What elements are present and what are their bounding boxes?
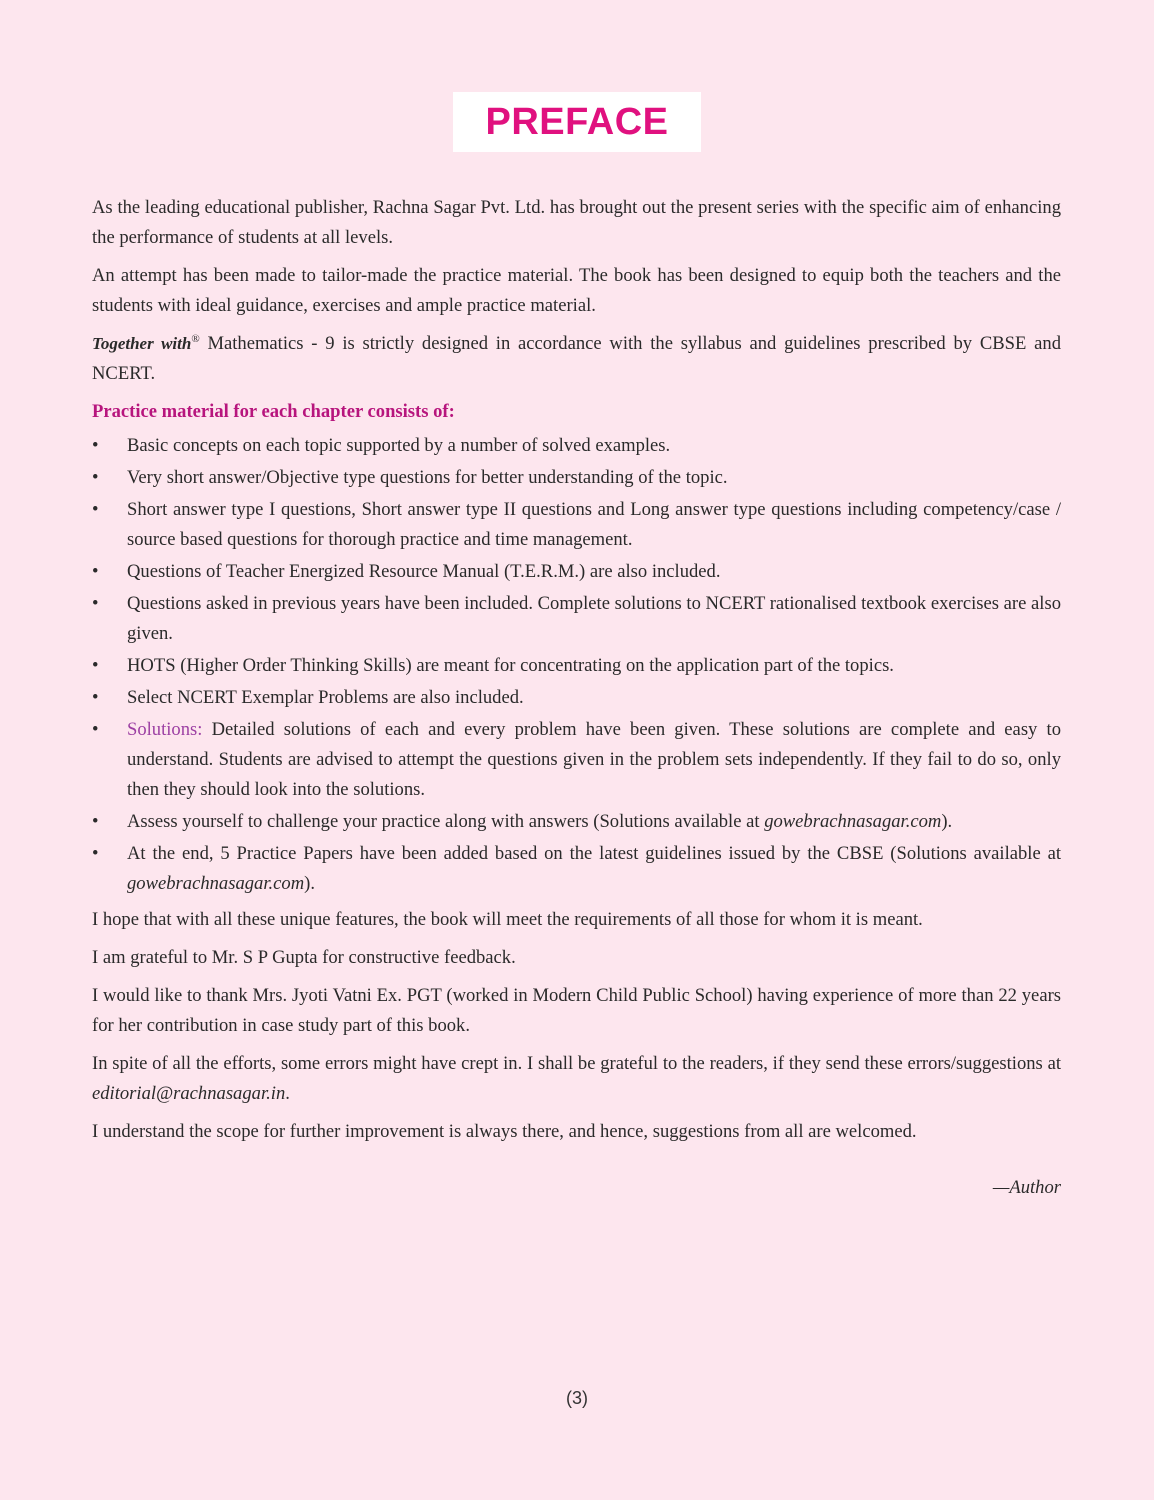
- closing-paragraph-1: I hope that with all these unique features, the book will meet the requirements of all those for whom it is meant.: [92, 909, 923, 930]
- list-item-text: At the end, 5 Practice Papers have been added based on the latest guidelines issued by the CBSE (Solutions available at: [127, 843, 1061, 864]
- list-item-text: Questions asked in previous years have been included. Complete solutions to NCERT rationalised textbook exercises are also given.: [127, 593, 1061, 644]
- intro-paragraph-3: [92, 329, 1061, 389]
- list-item: [92, 651, 1061, 681]
- page-title: PREFACE: [485, 100, 669, 143]
- closing-paragraph-4: [92, 1049, 1061, 1109]
- list-item-text: Very short answer/Objective type questions for better understanding of the topic.: [127, 467, 728, 488]
- list-item-text: Questions of Teacher Energized Resource Manual (T.E.R.M.) are also included.: [127, 561, 721, 582]
- website-link[interactable]: gowebrachnasagar.com: [764, 811, 942, 832]
- bullet-icon: •: [92, 811, 99, 832]
- title-box: [453, 92, 701, 152]
- list-item: [92, 463, 1061, 493]
- website-link[interactable]: gowebrachnasagar.com: [127, 873, 305, 894]
- closing-paragraph-4-end: .: [285, 1083, 290, 1104]
- list-item-text: Basic concepts on each topic supported by a number of solved examples.: [127, 435, 671, 456]
- list-item: [92, 557, 1061, 587]
- closing-paragraph-2: I am grateful to Mr. S P Gupta for constructive feedback.: [92, 947, 516, 968]
- list-item-text: Select NCERT Exemplar Problems are also included.: [127, 687, 524, 708]
- list-item: [92, 589, 1061, 649]
- page-number: (3): [566, 1388, 588, 1408]
- bullet-icon: •: [92, 435, 99, 456]
- bullet-icon: •: [92, 561, 99, 582]
- brand-logo-text: Together with: [92, 334, 192, 353]
- author-signature: —Author: [992, 1177, 1061, 1198]
- list-item-text: HOTS (Higher Order Thinking Skills) are meant for concentrating on the application part of the topics.: [127, 655, 894, 676]
- list-item: [92, 807, 1061, 837]
- list-item-text-end: ).: [304, 873, 315, 894]
- closing-paragraph-3: I would like to thank Mrs. Jyoti Vatni Ex. PGT (worked in Modern Child Public School) having experience of more than 22 years for her contribution in case study part of this book.: [92, 985, 1061, 1036]
- list-item-text: Short answer type I questions, Short answer type II questions and Long answer type questions including competency/case / source based questions for thorough practice and time management.: [127, 499, 1061, 550]
- list-item-text: Assess yourself to challenge your practice along with answers (Solutions available at: [127, 811, 765, 832]
- bullet-icon: •: [92, 593, 99, 614]
- bullet-icon: •: [92, 843, 99, 864]
- list-item-text: Detailed solutions of each and every problem have been given. These solutions are complete and easy to understand. Students are advised to attempt the questions given in the problem sets independently. If they fail to do so, only then they should look into the solutions.: [127, 719, 1061, 800]
- intro-paragraph-2: An attempt has been made to tailor-made the practice material. The book has been designed to equip both the teachers and the students with ideal guidance, exercises and ample practice material.: [92, 265, 1061, 316]
- list-item: [92, 495, 1061, 555]
- bullet-icon: •: [92, 719, 99, 740]
- section-heading: Practice material for each chapter consists of:: [92, 401, 455, 422]
- preface-content: [92, 193, 1061, 1203]
- features-list: [92, 431, 1061, 899]
- email-link[interactable]: editorial@rachnasagar.in: [92, 1083, 286, 1104]
- solutions-label: Solutions:: [127, 719, 203, 740]
- list-item: [92, 683, 1061, 713]
- bullet-icon: •: [92, 467, 99, 488]
- list-item: [92, 431, 1061, 461]
- bullet-icon: •: [92, 655, 99, 676]
- intro-paragraph-3-text: Mathematics - 9 is strictly designed in accordance with the syllabus and guidelines prescribed by CBSE and NCERT.: [92, 333, 1061, 384]
- intro-paragraph-1: As the leading educational publisher, Rachna Sagar Pvt. Ltd. has brought out the present series with the specific aim of enhancing the performance of students at all levels.: [92, 197, 1061, 248]
- bullet-icon: •: [92, 499, 99, 520]
- bullet-icon: •: [92, 687, 99, 708]
- list-item-text-end: ).: [941, 811, 953, 832]
- list-item: [92, 839, 1061, 899]
- registered-mark: ®: [191, 332, 200, 345]
- closing-paragraph-4-text: In spite of all the efforts, some errors might have crept in. I shall be grateful to the readers, if they send these errors/suggestions at: [92, 1053, 1061, 1074]
- list-item: [92, 715, 1061, 805]
- closing-paragraph-5: I understand the scope for further improvement is always there, and hence, suggestions from all are welcomed.: [92, 1121, 917, 1142]
